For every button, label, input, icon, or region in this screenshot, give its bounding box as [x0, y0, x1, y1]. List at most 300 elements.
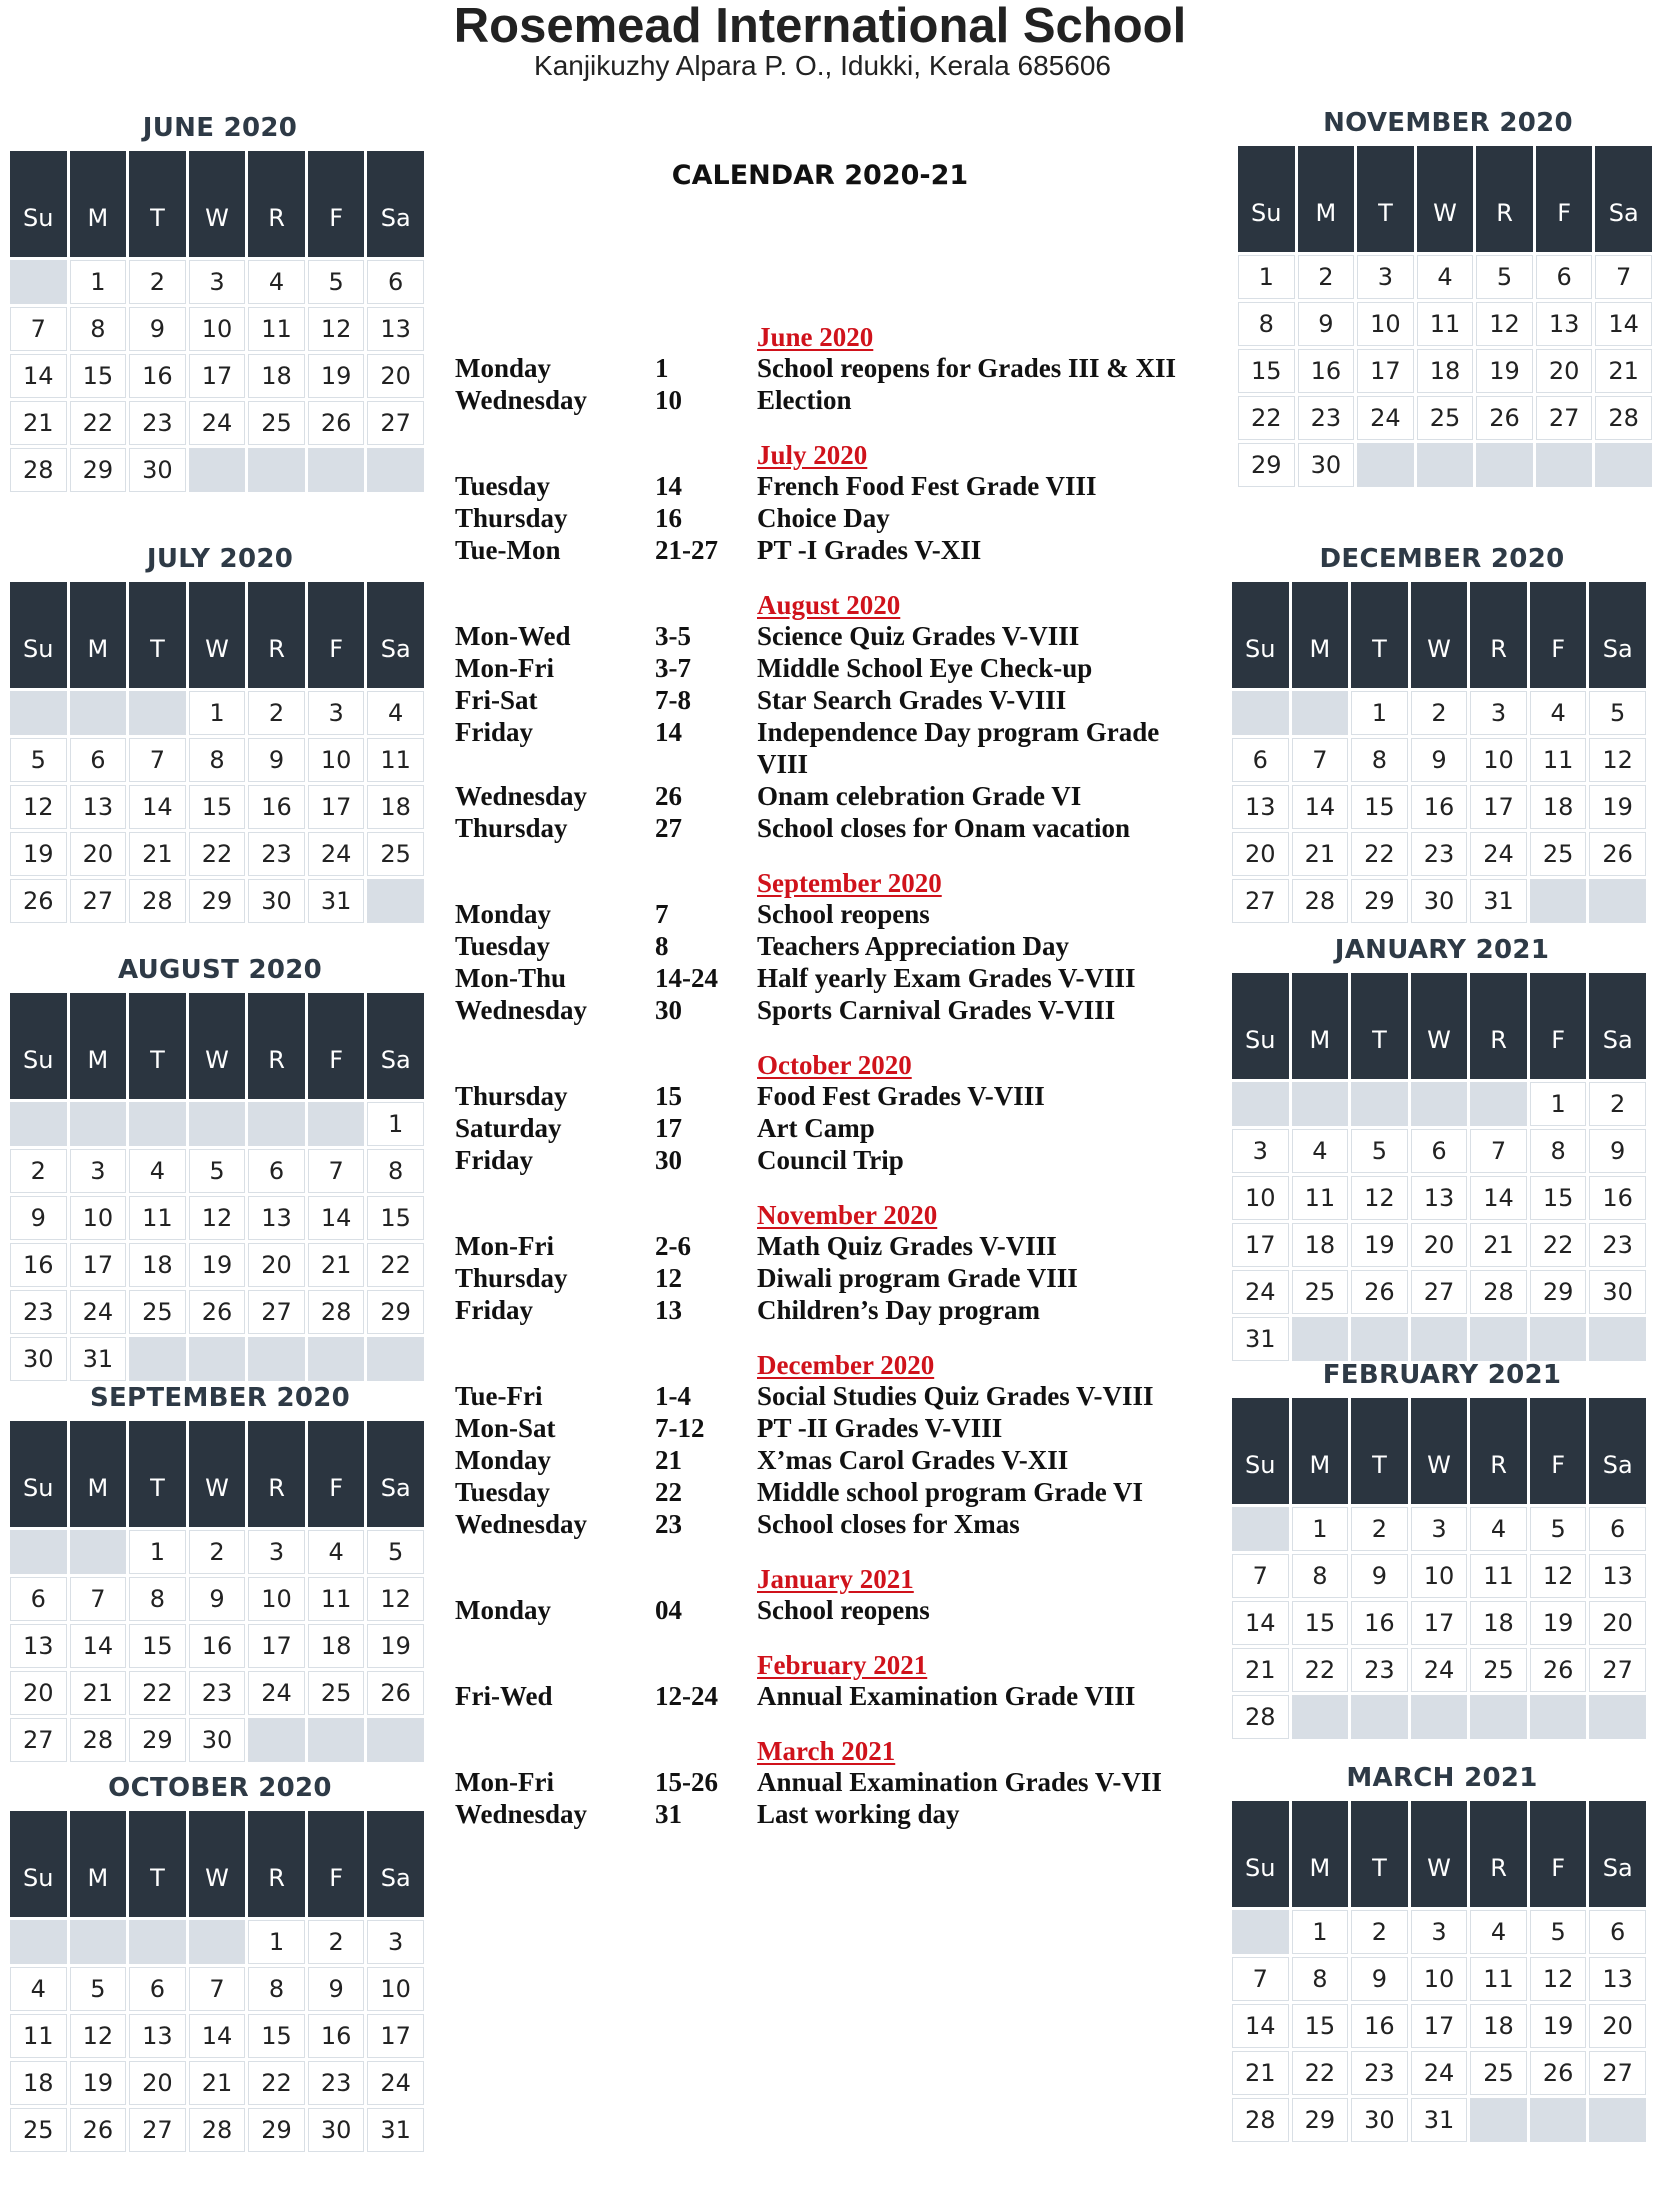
calendar-empty-cell: [367, 1337, 424, 1381]
calendar-day: 21: [189, 2061, 246, 2105]
calendar-day: 22: [70, 401, 127, 445]
calendar-day: 26: [308, 401, 365, 445]
calendar-day: 13: [1411, 1176, 1468, 1220]
calendar-day: 27: [1411, 1270, 1468, 1314]
calendar-empty-cell: [248, 1337, 305, 1381]
calendar-day: 26: [10, 879, 67, 923]
calendar-empty-cell: [1589, 2098, 1646, 2142]
event-month-heading: February 2021: [757, 1650, 928, 1680]
weekday-header: Sa: [1589, 973, 1646, 1079]
event-row: [455, 1380, 1200, 1412]
month-title: JULY 2020: [146, 544, 294, 574]
event-row: [455, 1262, 1200, 1294]
calendar-day: 1: [1238, 255, 1295, 299]
calendar-day: 29: [248, 2108, 305, 2152]
event-day: Tuesday: [455, 931, 551, 961]
calendar-empty-cell: [1292, 1082, 1349, 1126]
month-title: NOVEMBER 2020: [1323, 108, 1573, 138]
event-day: Fri-Wed: [455, 1681, 553, 1711]
event-day: Monday: [455, 1445, 552, 1475]
calendar-day: 27: [70, 879, 127, 923]
event-date: 23: [655, 1509, 682, 1539]
calendar-day: 9: [1589, 1129, 1646, 1173]
calendar-day: 5: [10, 738, 67, 782]
calendar-day: 8: [1530, 1129, 1587, 1173]
calendar-day: 6: [1589, 1507, 1646, 1551]
weekday-header: Sa: [1589, 1398, 1646, 1504]
weekday-header: T: [129, 1811, 186, 1917]
calendar-day: 28: [10, 448, 67, 492]
calendar-day: 23: [248, 832, 305, 876]
calendar-day: 1: [70, 260, 127, 304]
calendar-day: 9: [1351, 1957, 1408, 2001]
calendar-day: 30: [1298, 443, 1355, 487]
calendar-day: 28: [1595, 396, 1652, 440]
event-desc: French Food Fest Grade VIII: [757, 471, 1097, 501]
calendar-day: 21: [70, 1671, 127, 1715]
calendar-empty-cell: [367, 448, 424, 492]
event-date: 3-5: [655, 621, 691, 651]
calendar-day: 21: [1470, 1223, 1527, 1267]
event-desc: Math Quiz Grades V-VIII: [757, 1231, 1057, 1261]
calendar-day: 12: [70, 2014, 127, 2058]
event-date: 7-8: [655, 685, 691, 715]
calendar-day: 28: [70, 1718, 127, 1762]
calendar-day: 7: [189, 1967, 246, 2011]
calendar-day: 3: [308, 691, 365, 735]
event-day: Friday: [455, 1145, 533, 1175]
calendar-day: 20: [1411, 1223, 1468, 1267]
weekday-header: Su: [1238, 146, 1295, 252]
calendar-day: 8: [1292, 1554, 1349, 1598]
calendar-day: 5: [1351, 1129, 1408, 1173]
calendar-day: 28: [129, 879, 186, 923]
event-day: Fri-Sat: [455, 685, 538, 715]
calendar-day: 18: [248, 354, 305, 398]
calendar-day: 1: [1351, 691, 1408, 735]
event-month-heading: July 2020: [757, 440, 868, 470]
event-date: 14: [655, 471, 682, 501]
event-month-heading: August 2020: [757, 590, 901, 620]
event-row: [455, 716, 1200, 780]
calendar-day: 3: [1232, 1129, 1289, 1173]
event-row: [455, 352, 1200, 384]
calendar-day: 29: [129, 1718, 186, 1762]
calendar-day: 8: [70, 307, 127, 351]
event-desc: School reopens for Grades III & XII: [757, 353, 1177, 383]
calendar-empty-cell: [129, 691, 186, 735]
calendar-day: 11: [367, 738, 424, 782]
weekday-header: Sa: [367, 1811, 424, 1917]
weekday-header: M: [70, 582, 127, 688]
event-desc: Election: [757, 385, 852, 415]
event-day: Mon-Fri: [455, 653, 554, 683]
event-desc: Last working day: [757, 1799, 960, 1829]
calendar-empty-cell: [10, 1530, 67, 1574]
weekday-header: R: [1470, 1801, 1527, 1907]
calendar-day: 18: [10, 2061, 67, 2105]
event-day: Mon-Thu: [455, 963, 567, 993]
calendar-day: 21: [1595, 349, 1652, 393]
calendar-day: 22: [1351, 832, 1408, 876]
calendar-day: 6: [129, 1967, 186, 2011]
calendar-day: 6: [367, 260, 424, 304]
event-row: [455, 534, 1200, 566]
calendar-day: 19: [70, 2061, 127, 2105]
calendar-day: 15: [1292, 2004, 1349, 2048]
calendar-day: 12: [189, 1196, 246, 1240]
calendar-day: 20: [1536, 349, 1593, 393]
calendar-day: 24: [308, 832, 365, 876]
calendar-day: 26: [1476, 396, 1533, 440]
event-day: Friday: [455, 717, 533, 747]
calendar-day: 26: [189, 1290, 246, 1334]
weekday-header: F: [308, 582, 365, 688]
calendar-empty-cell: [189, 1337, 246, 1381]
calendar-day: 22: [367, 1243, 424, 1287]
calendar-day: 25: [1417, 396, 1474, 440]
calendar-day: 24: [248, 1671, 305, 1715]
weekday-header: Su: [10, 582, 67, 688]
event-day: Wednesday: [455, 781, 588, 811]
calendar-day: 9: [10, 1196, 67, 1240]
calendar-day: 10: [367, 1967, 424, 2011]
calendar-empty-cell: [1470, 1082, 1527, 1126]
calendar-day: 23: [1351, 2051, 1408, 2095]
event-desc: Social Studies Quiz Grades V-VIII: [757, 1381, 1154, 1411]
month-calendar: [10, 539, 430, 926]
event-desc: School reopens: [757, 1595, 930, 1625]
event-desc: School closes for Onam vacation: [757, 813, 1130, 843]
event-month-heading: March 2021: [757, 1736, 896, 1766]
calendar-day: 25: [1530, 832, 1587, 876]
event-month-heading: October 2020: [757, 1050, 912, 1080]
event-row: [455, 620, 1200, 652]
month-grid: [1235, 143, 1655, 490]
calendar-empty-cell: [70, 1530, 127, 1574]
calendar-day: 30: [129, 448, 186, 492]
calendar-day: 19: [189, 1243, 246, 1287]
calendar-day: 19: [1351, 1223, 1408, 1267]
calendar-day: 17: [1411, 2004, 1468, 2048]
calendar-day: 5: [1530, 1910, 1587, 1954]
event-date: 12-24: [655, 1681, 718, 1711]
calendar-day: 1: [1530, 1082, 1587, 1126]
event-row: [455, 1230, 1200, 1262]
calendar-day: 4: [1292, 1129, 1349, 1173]
month-grid: [1229, 1395, 1649, 1742]
calendar-day: 26: [367, 1671, 424, 1715]
calendar-empty-cell: [1536, 443, 1593, 487]
event-desc: Choice Day: [757, 503, 890, 533]
calendar-day: 25: [367, 832, 424, 876]
calendar-day: 25: [1292, 1270, 1349, 1314]
calendar-day: 24: [70, 1290, 127, 1334]
month-grid: [7, 579, 427, 926]
calendar-day: 9: [189, 1577, 246, 1621]
event-desc: Annual Examination Grade VIII: [757, 1681, 1136, 1711]
calendar-day: 8: [189, 738, 246, 782]
event-group: [455, 1736, 1200, 1830]
calendar-day: 19: [367, 1624, 424, 1668]
calendar-day: 14: [1470, 1176, 1527, 1220]
weekday-header: M: [70, 1421, 127, 1527]
calendar-day: 16: [10, 1243, 67, 1287]
calendar-empty-cell: [189, 448, 246, 492]
calendar-day: 9: [308, 1967, 365, 2011]
calendar-day: 16: [308, 2014, 365, 2058]
weekday-header: F: [1530, 973, 1587, 1079]
calendar-day: 7: [1232, 1957, 1289, 2001]
calendar-day: 14: [129, 785, 186, 829]
calendar-empty-cell: [70, 691, 127, 735]
calendar-day: 4: [1417, 255, 1474, 299]
event-date: 30: [655, 995, 682, 1025]
event-day: Friday: [455, 1295, 533, 1325]
calendar-day: 15: [1530, 1176, 1587, 1220]
event-day: Wednesday: [455, 1799, 588, 1829]
calendar-day: 2: [1589, 1082, 1646, 1126]
event-day: Tue-Fri: [455, 1381, 543, 1411]
calendar-day: 4: [248, 260, 305, 304]
calendar-day: 5: [1589, 691, 1646, 735]
calendar-day: 18: [1530, 785, 1587, 829]
event-desc: Middle School Eye Check-up: [757, 653, 1093, 683]
calendar-day: 6: [1589, 1910, 1646, 1954]
event-date: 8: [655, 931, 669, 961]
event-desc: Science Quiz Grades V-VIII: [757, 621, 1080, 651]
calendar-empty-cell: [367, 879, 424, 923]
calendar-day: 16: [129, 354, 186, 398]
month-calendar: [1232, 1758, 1652, 2145]
weekday-header: M: [1292, 973, 1349, 1079]
event-day: Wednesday: [455, 385, 588, 415]
event-row: [455, 1680, 1200, 1712]
calendar-day: 16: [1589, 1176, 1646, 1220]
school-address: Kanjikuzhy Alpara P. O., Idukki, Kerala 685606: [534, 50, 1111, 81]
event-group: [455, 1350, 1200, 1540]
month-grid: [1229, 1798, 1649, 2145]
calendar-empty-cell: [70, 1102, 127, 1146]
calendar-day: 20: [70, 832, 127, 876]
calendar-day: 8: [129, 1577, 186, 1621]
weekday-header: M: [70, 151, 127, 257]
calendar-empty-cell: [308, 1102, 365, 1146]
calendar-day: 17: [308, 785, 365, 829]
calendar-day: 16: [1411, 785, 1468, 829]
weekday-header: T: [1351, 1398, 1408, 1504]
calendar-day: 3: [1470, 691, 1527, 735]
event-row: [455, 1412, 1200, 1444]
calendar-day: 23: [10, 1290, 67, 1334]
event-row: [455, 470, 1200, 502]
calendar-day: 3: [367, 1920, 424, 1964]
weekday-header: T: [1351, 582, 1408, 688]
calendar-day: 9: [1298, 302, 1355, 346]
calendar-day: 26: [1351, 1270, 1408, 1314]
calendar-day: 6: [248, 1149, 305, 1193]
calendar-day: 10: [70, 1196, 127, 1240]
calendar-day: 11: [1470, 1554, 1527, 1598]
event-desc: Star Search Grades V-VIII: [757, 685, 1067, 715]
calendar-day: 28: [308, 1290, 365, 1334]
calendar-day: 8: [1292, 1957, 1349, 2001]
weekday-header: W: [1411, 973, 1468, 1079]
calendar-day: 23: [129, 401, 186, 445]
calendar-day: 30: [1351, 2098, 1408, 2142]
calendar-day: 25: [1470, 1648, 1527, 1692]
event-date: 13: [655, 1295, 682, 1325]
calendar-day: 10: [1232, 1176, 1289, 1220]
weekday-header: R: [248, 582, 305, 688]
calendar-day: 28: [1232, 2098, 1289, 2142]
calendar-empty-cell: [248, 1718, 305, 1762]
weekday-header: F: [1530, 1801, 1587, 1907]
weekday-header: F: [308, 1421, 365, 1527]
calendar-empty-cell: [189, 1920, 246, 1964]
event-date: 27: [655, 813, 682, 843]
calendar-day: 26: [70, 2108, 127, 2152]
calendar-empty-cell: [70, 1920, 127, 1964]
calendar-day: 2: [1351, 1507, 1408, 1551]
calendar-empty-cell: [308, 448, 365, 492]
calendar-day: 27: [1589, 1648, 1646, 1692]
calendar-empty-cell: [1411, 1082, 1468, 1126]
calendar-day: 2: [1298, 255, 1355, 299]
calendar-day: 10: [1357, 302, 1414, 346]
calendar-day: 22: [1530, 1223, 1587, 1267]
calendar-day: 29: [1238, 443, 1295, 487]
calendar-day: 10: [1411, 1554, 1468, 1598]
calendar-day: 4: [10, 1967, 67, 2011]
calendar-day: 14: [10, 354, 67, 398]
month-title: SEPTEMBER 2020: [89, 1383, 351, 1413]
calendar-day: 30: [248, 879, 305, 923]
month-grid: [1229, 970, 1649, 1364]
month-calendar: [10, 108, 430, 495]
calendar-empty-cell: [367, 1718, 424, 1762]
calendar-day: 29: [367, 1290, 424, 1334]
event-date: 3-7: [655, 653, 691, 683]
calendar-day: 15: [367, 1196, 424, 1240]
event-group: [455, 440, 1200, 566]
event-day: Thursday: [455, 503, 568, 533]
event-day: Thursday: [455, 1081, 568, 1111]
event-desc: Annual Examination Grades V-VII: [757, 1767, 1162, 1797]
weekday-header: Su: [1232, 973, 1289, 1079]
event-row: [455, 1144, 1200, 1176]
calendar-day: 25: [1470, 2051, 1527, 2095]
month-calendar: [10, 1378, 430, 1765]
event-month-heading: January 2021: [757, 1564, 914, 1594]
calendar-day: 7: [1470, 1129, 1527, 1173]
calendar-day: 21: [129, 832, 186, 876]
calendar-day: 4: [129, 1149, 186, 1193]
month-title: DECEMBER 2020: [1319, 544, 1565, 574]
event-day: Monday: [455, 1595, 552, 1625]
month-calendar: [1232, 1355, 1652, 1742]
event-desc: Sports Carnival Grades V-VIII: [757, 995, 1116, 1025]
calendar-day: 17: [1411, 1601, 1468, 1645]
calendar-empty-cell: [1232, 1082, 1289, 1126]
weekday-header: Sa: [1589, 1801, 1646, 1907]
calendar-day: 12: [10, 785, 67, 829]
calendar-day: 24: [1411, 2051, 1468, 2095]
events-list: [455, 322, 1200, 1854]
calendar-day: 18: [129, 1243, 186, 1287]
calendar-day: 31: [308, 879, 365, 923]
calendar-day: 4: [308, 1530, 365, 1574]
event-date: 30: [655, 1145, 682, 1175]
calendar-day: 1: [367, 1102, 424, 1146]
calendar-empty-cell: [129, 1102, 186, 1146]
calendar-empty-cell: [248, 448, 305, 492]
event-row: [455, 1798, 1200, 1830]
weekday-header: T: [1351, 973, 1408, 1079]
event-month-heading: December 2020: [757, 1350, 935, 1380]
calendar-empty-cell: [1232, 691, 1289, 735]
calendar-day: 21: [1232, 2051, 1289, 2095]
month-grid: [7, 1808, 427, 2155]
calendar-day: 14: [189, 2014, 246, 2058]
calendar-day: 29: [1351, 879, 1408, 923]
calendar-day: 23: [1411, 832, 1468, 876]
calendar-day: 17: [1470, 785, 1527, 829]
calendar-day: 11: [10, 2014, 67, 2058]
event-day: Thursday: [455, 813, 568, 843]
calendar-day: 13: [10, 1624, 67, 1668]
month-calendar: [1232, 539, 1652, 926]
calendar-day: 11: [308, 1577, 365, 1621]
calendar-empty-cell: [10, 691, 67, 735]
calendar-day: 20: [1589, 1601, 1646, 1645]
calendar-day: 19: [1530, 1601, 1587, 1645]
calendar-empty-cell: [1476, 443, 1533, 487]
calendar-day: 14: [70, 1624, 127, 1668]
calendar-day: 30: [10, 1337, 67, 1381]
calendar-empty-cell: [248, 1102, 305, 1146]
calendar-day: 21: [308, 1243, 365, 1287]
calendar-day: 26: [1530, 2051, 1587, 2095]
month-calendar: [10, 1768, 430, 2155]
calendar-day: 18: [1470, 2004, 1527, 2048]
weekday-header: W: [189, 582, 246, 688]
calendar-day: 21: [1232, 1648, 1289, 1692]
weekday-header: R: [1470, 973, 1527, 1079]
calendar-day: 11: [1470, 1957, 1527, 2001]
weekday-header: T: [129, 151, 186, 257]
calendar-day: 2: [189, 1530, 246, 1574]
calendar-day: 28: [189, 2108, 246, 2152]
calendar-day: 18: [1417, 349, 1474, 393]
event-group: [455, 322, 1200, 416]
event-date: 21-27: [655, 535, 718, 565]
calendar-day: 4: [1470, 1910, 1527, 1954]
calendar-day: 24: [1470, 832, 1527, 876]
calendar-day: 25: [248, 401, 305, 445]
calendar-day: 9: [248, 738, 305, 782]
calendar-day: 18: [308, 1624, 365, 1668]
calendar-day: 12: [1476, 302, 1533, 346]
calendar-day: 24: [1232, 1270, 1289, 1314]
calendar-day: 22: [248, 2061, 305, 2105]
calendar-day: 20: [10, 1671, 67, 1715]
event-month-heading: June 2020: [757, 322, 874, 352]
calendar-day: 10: [1470, 738, 1527, 782]
calendar-day: 20: [248, 1243, 305, 1287]
event-row: [455, 1594, 1200, 1626]
calendar-day: 23: [189, 1671, 246, 1715]
